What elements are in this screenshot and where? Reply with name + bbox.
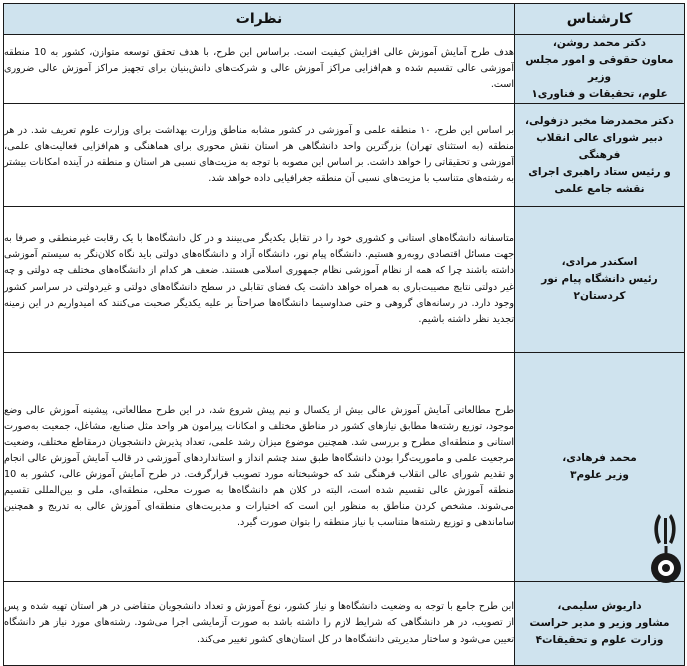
expert-cell — [515, 582, 685, 666]
view-text: هدف طرح آمایش آموزش عالی افزایش کیفیت است. براساس این طرح، با هدف تحقق توسعه متوازن، کشور به 10 منطقه آموزشی عالی تقسیم شده و هم‌افزایی مراکز آموزش عالی و شرکت‌های دانش‌بنیان برای تجهیز مراکز آموزش عالی ضروری است. — [4, 46, 514, 91]
view-cell — [4, 207, 515, 353]
expert-title: و رئیس ستاد راهبری اجرای — [528, 165, 671, 178]
view-cell — [4, 35, 515, 104]
expert-cell — [515, 104, 685, 207]
expert-title: وزارت علوم و تحقیقات۴ — [535, 634, 664, 646]
expert-title: معاون حقوقی و امور مجلس وزیر — [525, 54, 674, 83]
expert-title: مشاور وزیر و مدیر حراست — [529, 617, 670, 629]
view-text: این طرح جامع با توجه به وضعیت دانشگاه‌ها و نیاز کشور، نوع آموزش و تعداد دانشجویان متقاضی در هر استان تهیه شده و پس از تصویب، در هر دانشگاهی که شرایط لازم را داشته باشد به صورت آزمایشی اجرا می‌شود. رشته‌های مورد نیاز هر دانشگاه تعیین می‌شود و ساختار مدیریتی دانشگاه‌ها در کل استان‌های کشور تغییر می‌کند. — [4, 601, 514, 645]
view-cell — [4, 582, 515, 666]
view-text: طرح مطالعاتی آمایش آموزش عالی بیش از یکسال و نیم پیش شروع شد، در این طرح مطالعاتی، پیشینه آموزش عالی وضع موجود، توزیع رشته‌ها مطابق نیازهای کشور در مناطق مختلف و امکانات پیرامون هر واحد مثل صنایع، مشاغل، جمعیت به‌صورت استانی و منطقه‌ای مطرح و بررسی شد. همچنین موضوع میزان رشد علمی، تعداد پذیرش دانشجویان درمقاطع مختلف، وضعیت مرجعیت علمی و ماموریت‌گرا بودن دانشگاه‌ها طبق سند چشم انداز و استانداردهای آموزشی در قالب آمایش آموزش عالی انجام و تقدیم شورای عالی انقلاب فرهنگی شد که خوشبختانه مورد تصویب قرارگرفت. در طرح آمایش آموزش عالی، کشور به 10 منطقه آموزش عالی تقسیم شده است، البته در کلان هم دانشگاه‌ها به صورت محلی، منطقه‌ای، ملی و بین‌المللی تقسیم می‌شوند. مشخص کردن مناطق به منظور این است که اختیارات و مدیریت‌های منطقه‌ای آموزش عالی به تدریج و همچنین ساماندهی و توزیع رشته‌ها متناسب با نیاز منطقه را بتوان صورت گیرد. — [4, 404, 514, 529]
expert-title: علوم، تحقیقات و فناوری۱ — [531, 88, 668, 100]
table-row — [4, 207, 685, 353]
expert-title: نقشه جامع علمی — [554, 182, 645, 195]
views-column-header: نظرات — [4, 4, 515, 35]
view-cell — [4, 353, 515, 582]
expert-name: دکتر محمد روشن، — [552, 37, 647, 49]
expert-name: محمد فرهادی، — [562, 452, 637, 464]
expert-title: رئیس دانشگاه پیام نور — [541, 273, 658, 285]
experts-views-table — [3, 3, 685, 666]
expert-title: وزیر علوم۳ — [570, 469, 629, 481]
table-header-row — [4, 4, 685, 35]
view-text: بر اساس این طرح، ۱۰ منطقه علمی و آموزشی در کشور مشابه مناطق وزارت بهداشت برای وزارت علوم تعریف شد. در هر منطقه (به استثنای تهران) بزرگترین واحد دانشگاهی هر استان نقش محوری برای هماهنگی و هم‌افزایی فعالیت‌های علمی، آموزشی و تحقیقاتی را خواهد داشت. بر اساس این مصوبه با توجه به مزیت‌های نسبی هر استان و منطقه در آینده امکانات بیشتر به رشته‌های متناسب با مزیت‌های نسبی آن منطقه جغرافیایی داده خواهد شد. — [4, 124, 514, 185]
expert-name: اسکندر مرادی، — [561, 256, 638, 268]
expert-cell — [515, 207, 685, 353]
expert-cell — [515, 35, 685, 104]
journal-logo-icon — [649, 512, 683, 592]
expert-name: داریوش سلیمی، — [557, 600, 642, 612]
view-cell — [4, 104, 515, 207]
table-row — [4, 353, 685, 582]
expert-column-header: کارشناس — [515, 4, 685, 35]
table-row — [4, 582, 685, 666]
table-row — [4, 35, 685, 104]
expert-title: کردستان۲ — [573, 290, 626, 302]
table-row — [4, 104, 685, 207]
expert-title: دبیر شورای عالی انقلاب فرهنگی — [536, 131, 663, 161]
expert-name: دکتر محمدرضا مخبر دزفولی، — [525, 114, 674, 127]
view-text: متاسفانه دانشگاه‌های استانی و کشوری خود را در تقابل یکدیگر می‌بینند و در کل دانشگاه‌ها با یک رقابت غیرمنطقی و صرفا به جهت مسائل اقتصادی روبه‌رو هستیم. دانشگاه پیام نور، دانشگاه آزاد و دانشگاه‌های دولتی باید نگاه کلان‌نگر به سیستم آموزشی داشته باشند چرا که همه از نظام آموزشی نظام جمهوری اسلامی هستند. ضعف هر کدام از دانشگاه‌های مختلف چه دولتی و چه غیر دولتی نتایج مصیبت‌باری به همراه خواهد داشت یک فضای تقابلی در سطح دانشگاه‌های دولتی و غیردولتی در سراسر کشور وجود دارد. در رسانه‌های گروهی و حتی صداوسیما دانشگاه‌ها صراحتاً بر علیه یکدیگر صحبت می‌کنند که امیدواریم در این زمینه تجدید نظر داشته باشیم. — [4, 233, 514, 325]
